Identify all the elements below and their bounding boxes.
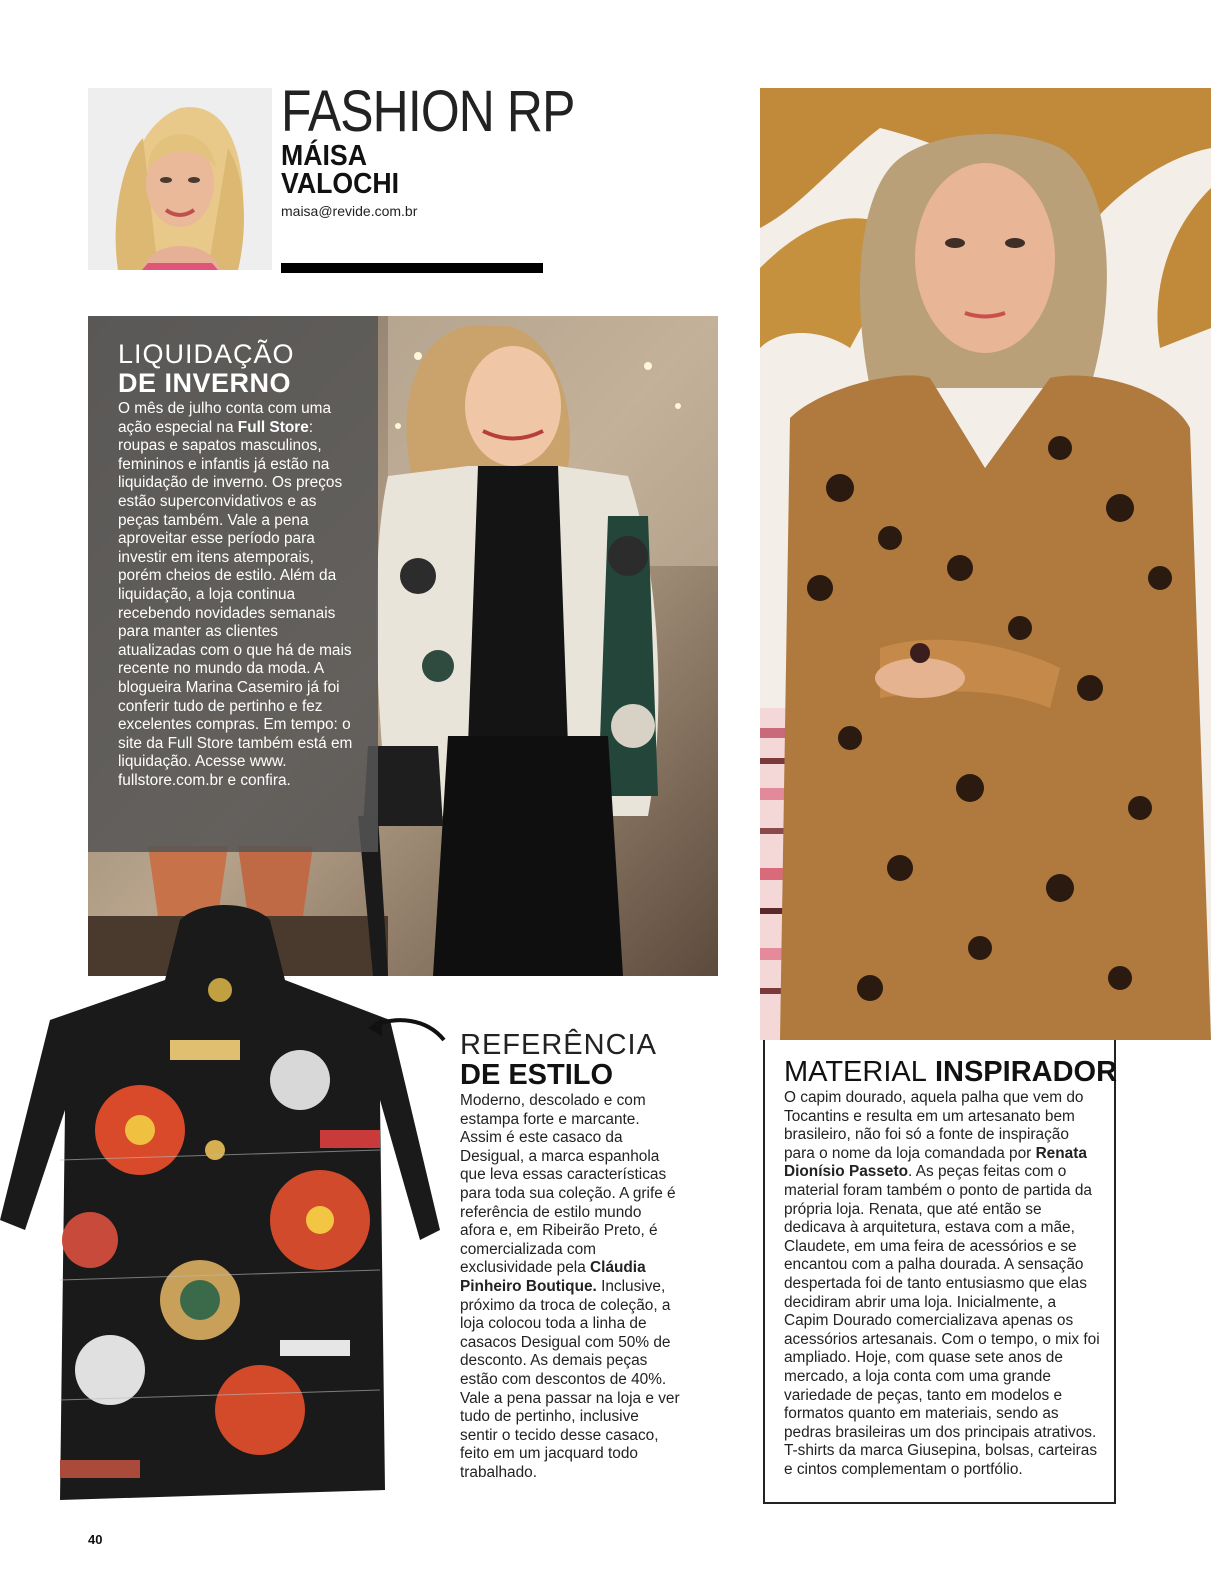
author-email[interactable]: maisa@revide.com.br	[281, 203, 418, 219]
author-name	[281, 142, 399, 198]
material-heading	[784, 1057, 1117, 1087]
referencia-body-p1: Moderno, descolado e com estampa forte e marcante. Assim é este casaco da Desigual, a marca espanhola que leva essas características para toda sua coleção. A grife é referência de estilo mundo afora e, em Ribeirão Preto, é comercializada com exclusividade pela	[460, 1092, 676, 1277]
material-body	[784, 1089, 1102, 1479]
boutique-name: Cláudia Pinheiro Boutique.	[460, 1259, 646, 1295]
desigual-coat-photo	[0, 900, 440, 1520]
author-photo	[88, 88, 272, 270]
author-first-name: MÁISA	[281, 140, 367, 172]
section-title: FASHION RP	[281, 79, 575, 144]
header-divider	[281, 263, 543, 273]
referencia-heading-bold: DE ESTILO	[460, 1059, 614, 1091]
material-body-p1: O capim dourado, aquela palha que vem do Tocantins e resulta em um artesanato bem brasileiro, não foi só a fonte de inspiração para o nome da loja comandada por	[784, 1089, 1084, 1162]
arrow-icon	[366, 1010, 446, 1050]
material-heading-bold: INSPIRADOR	[934, 1056, 1118, 1088]
renata-portrait-photo	[760, 88, 1211, 1040]
page-number: 40	[88, 1532, 103, 1547]
store-name: Full Store	[237, 418, 309, 436]
referencia-body	[460, 1092, 680, 1482]
referencia-body-p2: Inclusive, próximo da troca de coleção, a loja colocou toda a linha de casacos Desigual com 50% de desconto. As demais peças estão com descontos de 40%. Vale a pena passar na loja e ver tudo de pertinho, inclusive sentir o tecido desse casaco, feito em um jacquard todo trabalhado.	[460, 1277, 680, 1481]
referencia-heading-light: REFERÊNCIA	[460, 1029, 657, 1061]
liquidacao-body-p1: O mês de julho conta com uma ação especial na	[118, 400, 332, 436]
liquidacao-body-p2: : roupas e sapatos masculinos, femininos e infantis já estão na liquidação de inverno. Os preços estão superconvidativos e as peças também. Vale a pena aproveitar esse período para investir em itens atemporais, porém cheios de estilo. Além da liquidação, a loja continua recebendo novidades semanais para manter as clientes atualizadas com o que há de mais recente no mundo da moda. A blogueira Marina Casemiro já foi conferir tudo de pertinho e fez excelentes compras. Em tempo: o site da Full Store também está em liquidação. Acesse www. fullstore.com.br e confira.	[118, 418, 353, 789]
owner-name: Renata Dionísio Passeto	[784, 1144, 1087, 1181]
material-heading-light: MATERIAL	[784, 1056, 927, 1088]
liquidacao-heading-light: LIQUIDAÇÃO	[118, 339, 295, 369]
liquidacao-body	[118, 400, 358, 790]
liquidacao-heading-bold: DE INVERNO	[118, 368, 292, 398]
material-body-p2: . As peças feitas com o material foram também o ponto de partida da própria loja. Renata, que até então se dedicava à arquitetura, estava com a mãe, Claudete, em uma feira de acessórios e se encantou com a palha dourada. A sensação despertada foi de tanto entusiasmo que elas decidiram abrir uma loja. Inicialmente, a Capim Dourado comercializava apenas os acessórios artesanais. Com o tempo, o mix foi ampliado. Hoje, com quase sete anos de mercado, a loja conta com uma grande variedade de peças, tanto em modelos e formatos quanto em materiais, sendo as pedras brasileiras um dos principais atrativos. T-shirts da marca Giusepina, bolsas, carteiras e cintos complementam o portfólio.	[784, 1163, 1100, 1478]
author-last-name: VALOCHI	[281, 168, 400, 200]
